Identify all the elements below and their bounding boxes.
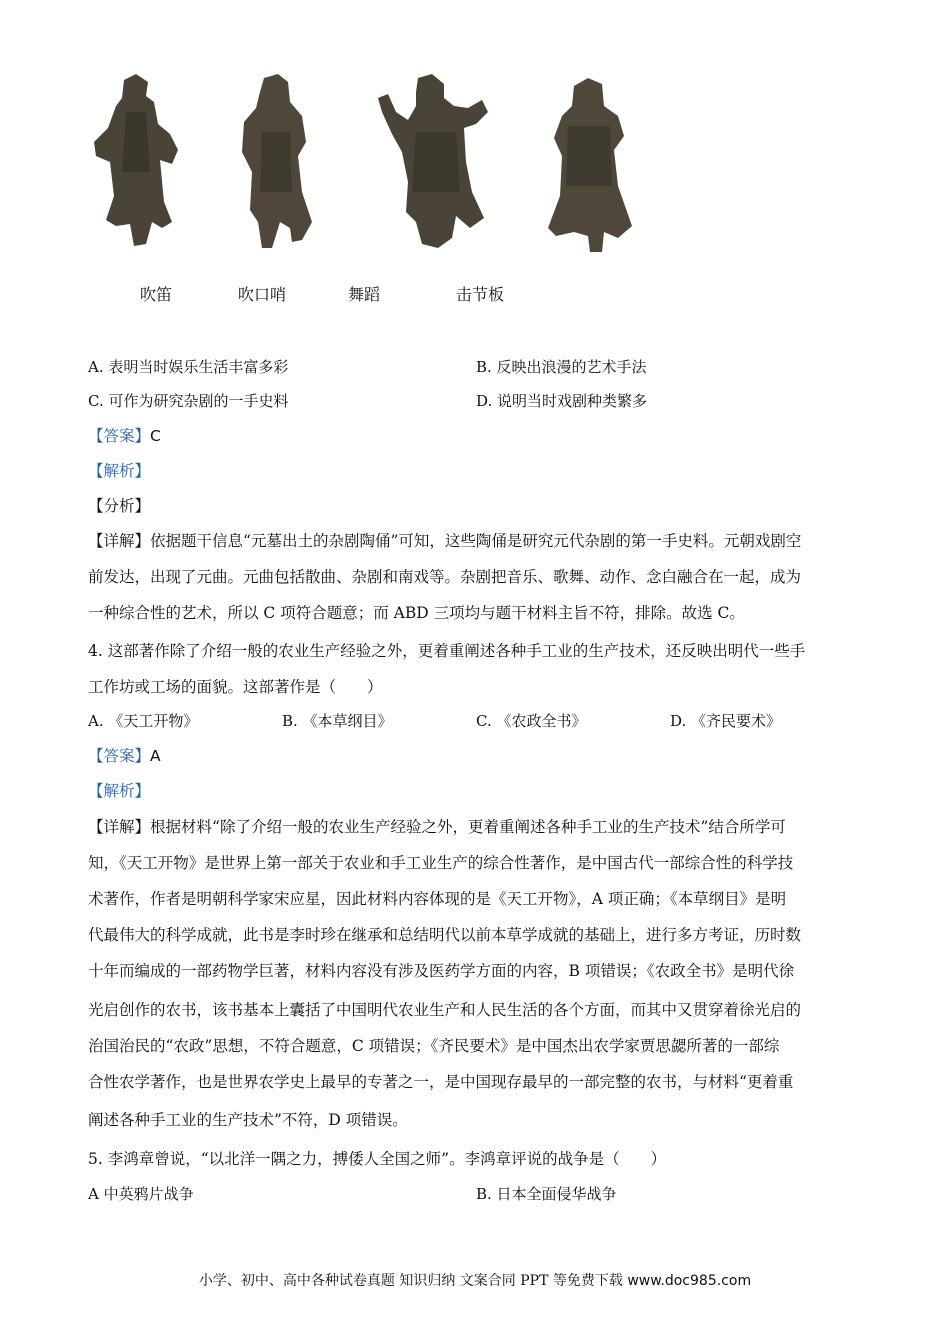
q4-detail-line: 十年而编成的一部药物学巨著，材料内容没有涉及医药学方面的内容，B 项错误；《农政全书》是明代徐 bbox=[88, 962, 795, 980]
q4-option-c: C. 《农政全书》 bbox=[476, 712, 587, 730]
q3-detail-line: 前发达，出现了元曲。元曲包括散曲、杂剧和南戏等。杂剧把音乐、歌舞、动作、念白融合在一起，成为 bbox=[88, 568, 802, 586]
q4-detail-line: 知，《天工开物》是世界上第一部关于农业和手工业生产的综合性著作，是中国古代一部综合性的科学技 bbox=[88, 854, 794, 872]
q3-detail-line: 【详解】依据题干信息“元墓出土的杂剧陶俑”可知，这些陶俑是研究元代杂剧的第一手史料。元朝戏剧空 bbox=[88, 532, 802, 550]
q4-detail-line: 光启创作的农书，该书基本上囊括了中国明代农业生产和人民生活的各个方面，而其中又贯穿着徐光启的 bbox=[88, 1001, 802, 1019]
page-footer bbox=[0, 1270, 950, 1290]
figure-caption: 吹笛 bbox=[140, 285, 173, 304]
q4-detail-line: 治国治民的“农政”思想，不符合题意，C 项错误；《齐民要术》是中国杰出农学家贾思勰所著的一部综 bbox=[88, 1037, 780, 1055]
q4-option-d: D. 《齐民要术》 bbox=[670, 712, 782, 730]
q3-option-c: C. 可作为研究杂剧的一手史料 bbox=[88, 392, 289, 410]
q5-option-a: A 中英鸦片战争 bbox=[88, 1185, 194, 1203]
q4-detail-line: 合性农学著作，也是世界农学史上最早的专著之一，是中国现存最早的一部完整的农书，与材料“更着重 bbox=[88, 1073, 794, 1091]
q4-stem-line: 4. 这部著作除了介绍一般的农业生产经验之外，更着重阐述各种手工业的生产技术，还反映出明代一些手 bbox=[88, 642, 806, 660]
q4-stem-line: 工作坊或工场的面貌。这部著作是（ ） bbox=[88, 678, 383, 696]
q4-option-b: B. 《本草纲目》 bbox=[282, 712, 393, 730]
q3-detail-line: 一种综合性的艺术，所以 C 项符合题意；而 ABD 三项均与题干材料主旨不符，排除。故选 C。 bbox=[88, 604, 745, 622]
q4-answer: 【答案】A bbox=[88, 747, 161, 765]
q3-answer: 【答案】C bbox=[88, 427, 161, 445]
footer-text: 小学、初中、高中各种试卷真题 知识归纳 文案合同 PPT 等免费下载 bbox=[198, 1273, 628, 1289]
q4-analysis-tag: 【解析】 bbox=[88, 782, 151, 800]
pottery-figurine-clapper bbox=[534, 76, 644, 256]
q5-option-b: B. 日本全面侵华战争 bbox=[476, 1185, 617, 1203]
q3-analysis-tag: 【解析】 bbox=[88, 462, 151, 480]
pottery-figurine-dance bbox=[372, 72, 492, 257]
pottery-figurine-whistle bbox=[232, 72, 322, 257]
figure-caption: 舞蹈 bbox=[348, 285, 381, 304]
q3-option-b: B. 反映出浪漫的艺术手法 bbox=[476, 358, 647, 376]
pottery-figurine-flute bbox=[86, 72, 186, 252]
q3-option-a: A. 表明当时娱乐生活丰富多彩 bbox=[88, 358, 289, 376]
q3-option-d: D. 说明当时戏剧种类繁多 bbox=[476, 392, 648, 410]
q5-stem: 5. 李鸿章曾说，“以北洋一隅之力，搏倭人全国之师”。李鸿章评说的战争是（ ） bbox=[88, 1150, 667, 1168]
q4-detail-line: 代最伟大的科学成就，此书是李时珍在继承和总结明代以前本草学成就的基础上，进行多方考证，历时数 bbox=[88, 926, 802, 944]
figure-caption: 吹口哨 bbox=[238, 285, 287, 304]
q4-option-a: A. 《天工开物》 bbox=[88, 712, 199, 730]
footer-site-link[interactable]: www.doc985.com bbox=[627, 1273, 752, 1289]
q4-detail-line: 术著作，作者是明朝科学家宋应星，因此材料内容体现的是《天工开物》，A 项正确；《本草纲目》是明 bbox=[88, 890, 787, 908]
q3-fenxi-tag: 【分析】 bbox=[88, 497, 151, 515]
q4-detail-line: 【详解】根据材料“除了介绍一般的农业生产经验之外，更着重阐述各种手工业的生产技术”结合所学可 bbox=[88, 818, 786, 836]
q4-detail-line: 阐述各种手工业的生产技术”不符，D 项错误。 bbox=[88, 1111, 408, 1129]
figure-caption: 击节板 bbox=[456, 285, 505, 304]
